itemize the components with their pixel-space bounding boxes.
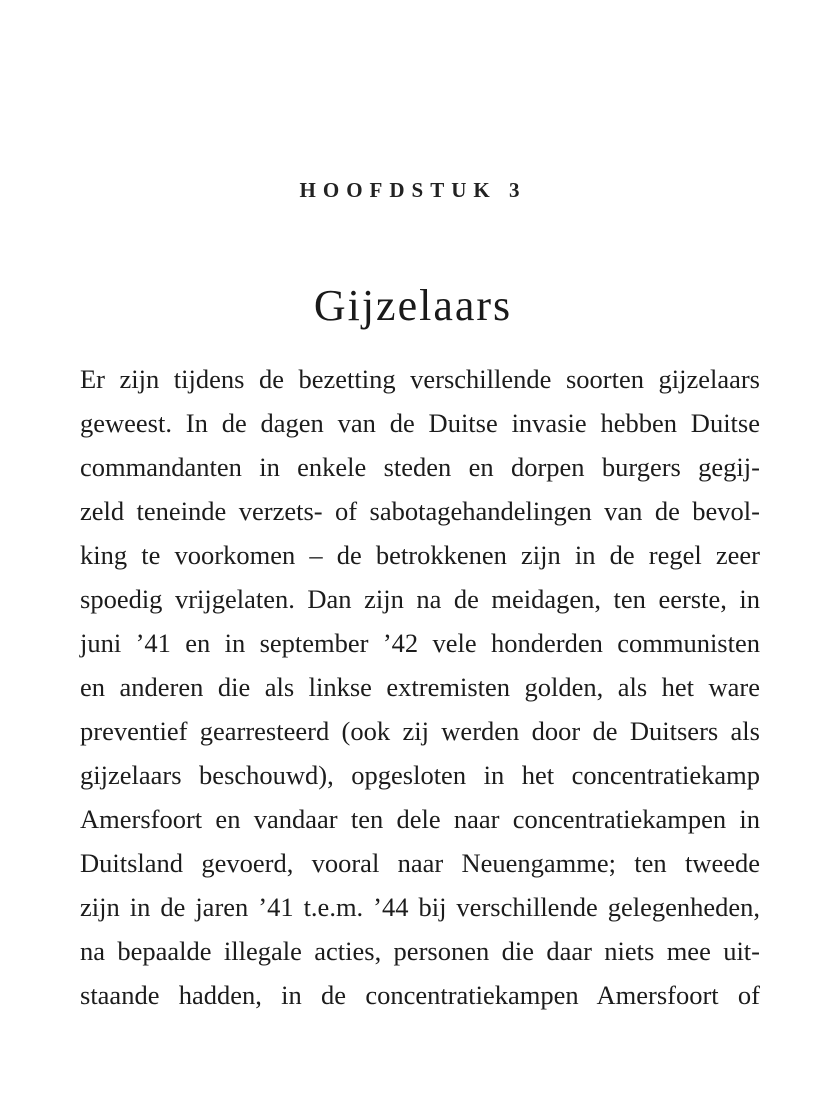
paragraph-line: gijzelaars beschouwd), opgesloten in het concentratiekamp	[80, 760, 760, 790]
paragraph-line: Amersfoort en vandaar ten dele naar concentratiekampen in	[80, 804, 760, 834]
body-paragraph	[80, 357, 760, 1017]
chapter-label: HOOFDSTUK 3	[299, 178, 527, 202]
paragraph-line: zijn in de jaren ’41 t.e.m. ’44 bij verschillende gelegenheden,	[80, 892, 760, 922]
paragraph-line: juni ’41 en in september ’42 vele honderden communisten	[80, 628, 760, 658]
paragraph-line: na bepaalde illegale acties, personen die daar niets mee uit-	[80, 936, 760, 966]
paragraph-line: preventief gearresteerd (ook zij werden door de Duitsers als	[80, 716, 760, 746]
paragraph-line: Er zijn tijdens de bezetting verschillende soorten gijzelaars	[80, 364, 760, 394]
paragraph-line: spoedig vrijgelaten. Dan zijn na de meidagen, ten eerste, in	[80, 584, 760, 614]
paragraph-line: staande hadden, in de concentratiekampen Amersfoort of	[80, 980, 760, 1010]
paragraph-line: king te voorkomen – de betrokkenen zijn in de regel zeer	[80, 540, 760, 570]
chapter-title: Gijzelaars	[313, 281, 513, 330]
paragraph-line: commandanten in enkele steden en dorpen burgers gegij-	[80, 452, 760, 482]
paragraph-line: geweest. In de dagen van de Duitse invasie hebben Duitse	[80, 408, 760, 438]
paragraph-line: Duitsland gevoerd, vooral naar Neuengamme; ten tweede	[80, 848, 760, 878]
paragraph-line: zeld teneinde verzets- of sabotagehandelingen van de bevol-	[80, 496, 760, 526]
paragraph-line: en anderen die als linkse extremisten golden, als het ware	[80, 672, 760, 702]
